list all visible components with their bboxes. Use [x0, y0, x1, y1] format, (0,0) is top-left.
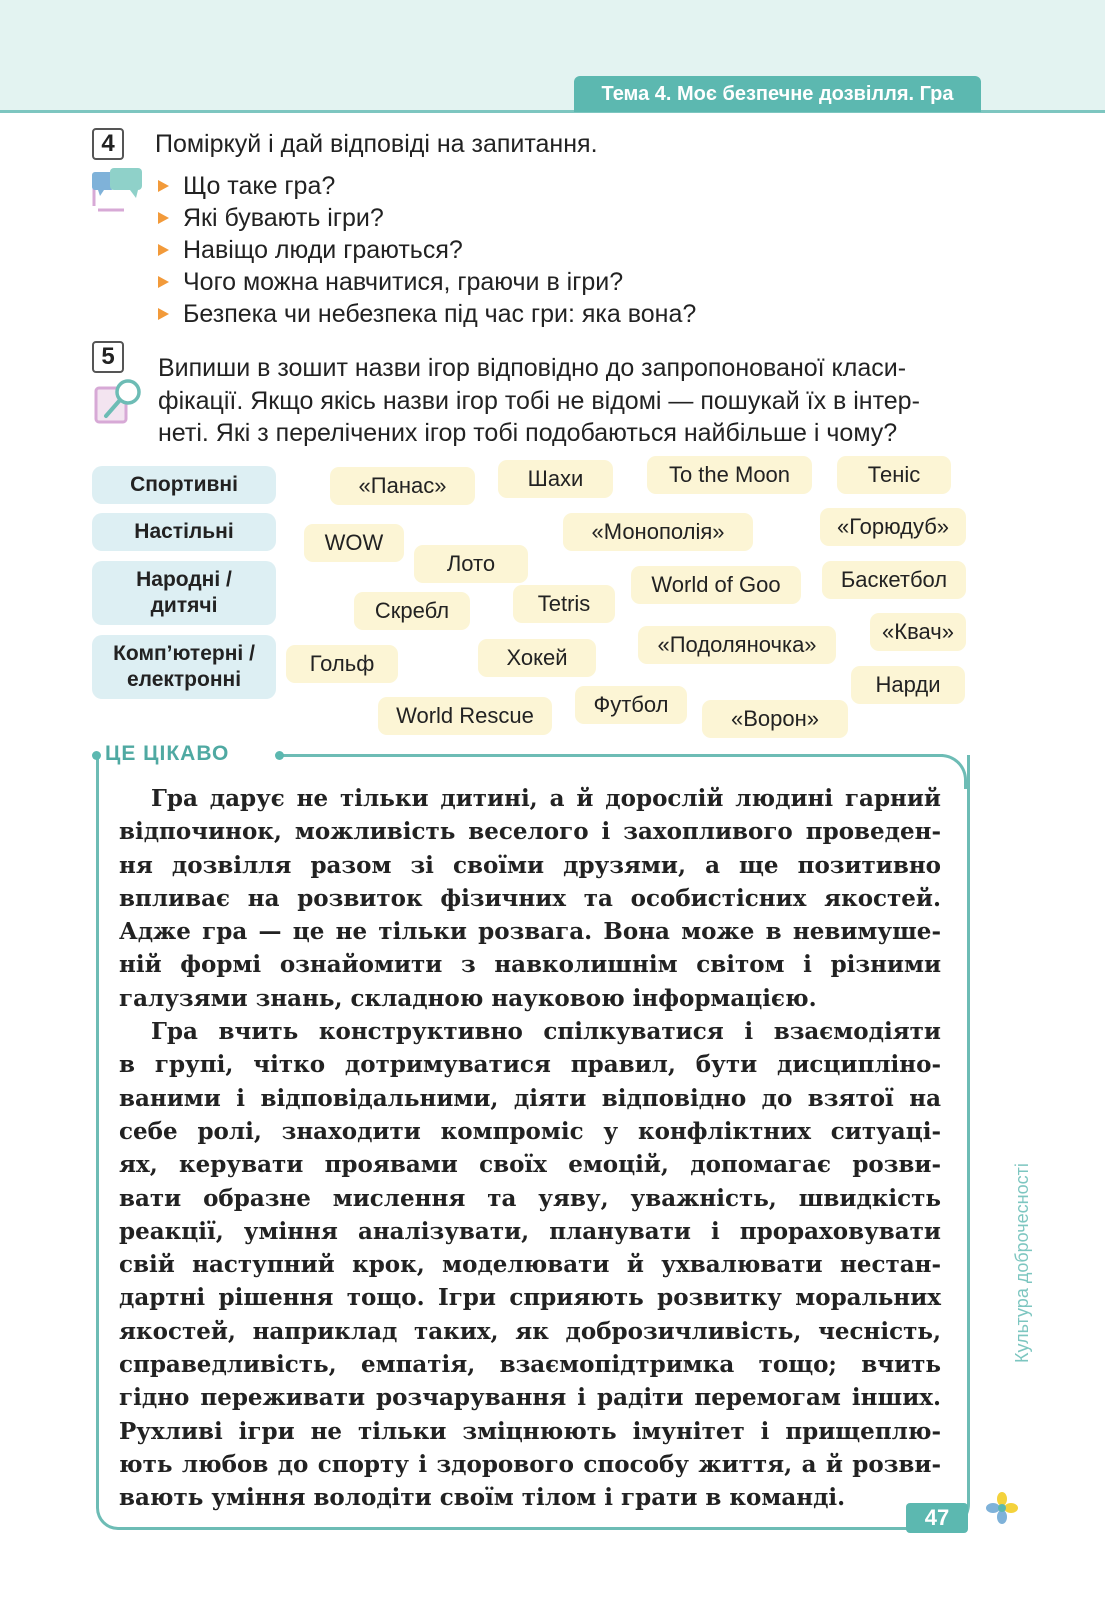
game-chip: «Ворон»: [702, 700, 848, 738]
task4-title: Поміркуй і дай відповіді на запитання.: [155, 130, 598, 158]
bullet-triangle-icon: [158, 276, 169, 288]
game-chip: «Подоляночка»: [638, 626, 836, 664]
category-board: Настільні: [92, 513, 276, 551]
game-chip: «Горюдуб»: [820, 508, 966, 546]
game-chip: Теніс: [837, 456, 951, 494]
note-dot-right: [275, 751, 284, 760]
category-sports: Спортивні: [92, 466, 276, 504]
game-chip: Скребл: [354, 592, 470, 630]
question-item: Які бувають ігри?: [155, 202, 696, 234]
flower-icon: [986, 1492, 1018, 1524]
game-chip: Баскетбол: [822, 561, 966, 599]
category-computer: Комп’ютерні / електронні: [92, 635, 276, 699]
category-folk: Народні / дитячі: [92, 561, 276, 625]
game-chip: «Монополія»: [563, 513, 753, 551]
note-dot-left: [92, 751, 101, 760]
side-section-label: Культура доброчесності: [1012, 1163, 1032, 1363]
task-number-4: 4: [92, 128, 124, 160]
bullet-triangle-icon: [158, 212, 169, 224]
game-chip: Хокей: [478, 639, 596, 677]
magnifier-icon: [92, 378, 146, 430]
game-chip: World of Goo: [631, 566, 801, 604]
task5-text: Випиши в зошит назви ігор відповідно до запропонованої класи- фікації. Якщо якісь назви ігор тобі не відомі — пошукай їх в інтер- неті. Які з перелічених ігор тобі подобаються найбільше і чому?: [158, 354, 920, 447]
game-chip: World Rescue: [378, 697, 552, 735]
bullet-triangle-icon: [158, 244, 169, 256]
game-chip: Гольф: [286, 645, 398, 683]
game-chip: «Квач»: [870, 613, 966, 651]
page-number: 47: [906, 1503, 968, 1533]
bullet-triangle-icon: [158, 180, 169, 192]
question-item: Безпека чи небезпека під час гри: яка вона?: [155, 298, 696, 330]
question-item: Навіщо люди граються?: [155, 234, 696, 266]
topic-label: Тема 4. Моє безпечне дозвілля. Гра: [574, 76, 981, 112]
note-label: ЦЕ ЦІКАВО: [105, 742, 230, 765]
question-item: Що таке гра?: [155, 170, 696, 202]
game-chip: Нарди: [851, 666, 965, 704]
game-chip: Лото: [414, 545, 528, 583]
note-top-line: [277, 754, 943, 757]
game-chip: Футбол: [575, 686, 687, 724]
note-text: Гра дарує не тільки дитині, а й дорослій людині гарний відпочинок, можливість веселого і захопливого проведен- ня дозвілля разом зі своїми друзями, а ще позитивно впливає на розвиток фізичних та особистісних якостей. Адже гра — це не тільки розвага. Вона може в невимуше- ній формі ознайомити з навколишнім світом і різними галузями знань, складною науковою інформацією. Гра вчить конструктивно спілкуватися і взаємодіяти в групі, чітко дотримуватися правил, бути дисципліно- ваними і відповідальними, діяти відповідно до взятої на себе ролі, знаходити компроміс у конфліктних ситуаці- ях, керувати проявами своїх емоцій, допомагає розви- вати образне мислення та уяву, уважність, швидкість реакції, уміння аналізувати, планувати і прораховувати свій наступний крок, моделювати й ухвалювати нестан- дартні рішення тощо. Ігри сприяють розвитку моральних якостей, наприклад таких, як доброзичливість, чесність, справедливість, емпатія, взаємопідтримка тощо; вчить гідно переживати розчарування і радіти перемогам інших. Рухливі ігри не тільки зміцнюють імунітет і прищеплю- ють любов до спорту і здорового способу життя, а й розви- вають уміння володіти своїм тілом і грати в команді.: [119, 785, 941, 1512]
task-number-5: 5: [92, 341, 124, 373]
speech-bubbles-icon: [90, 166, 146, 218]
task4-questions: [155, 170, 696, 330]
game-chip: To the Moon: [647, 456, 812, 494]
game-chip: Шахи: [498, 460, 613, 498]
game-chip: «Панас»: [330, 467, 475, 505]
game-chip: Tetris: [513, 585, 615, 623]
question-item: Чого можна навчитися, граючи в ігри?: [155, 266, 696, 298]
game-chip: WOW: [304, 524, 404, 562]
bullet-triangle-icon: [158, 308, 169, 320]
